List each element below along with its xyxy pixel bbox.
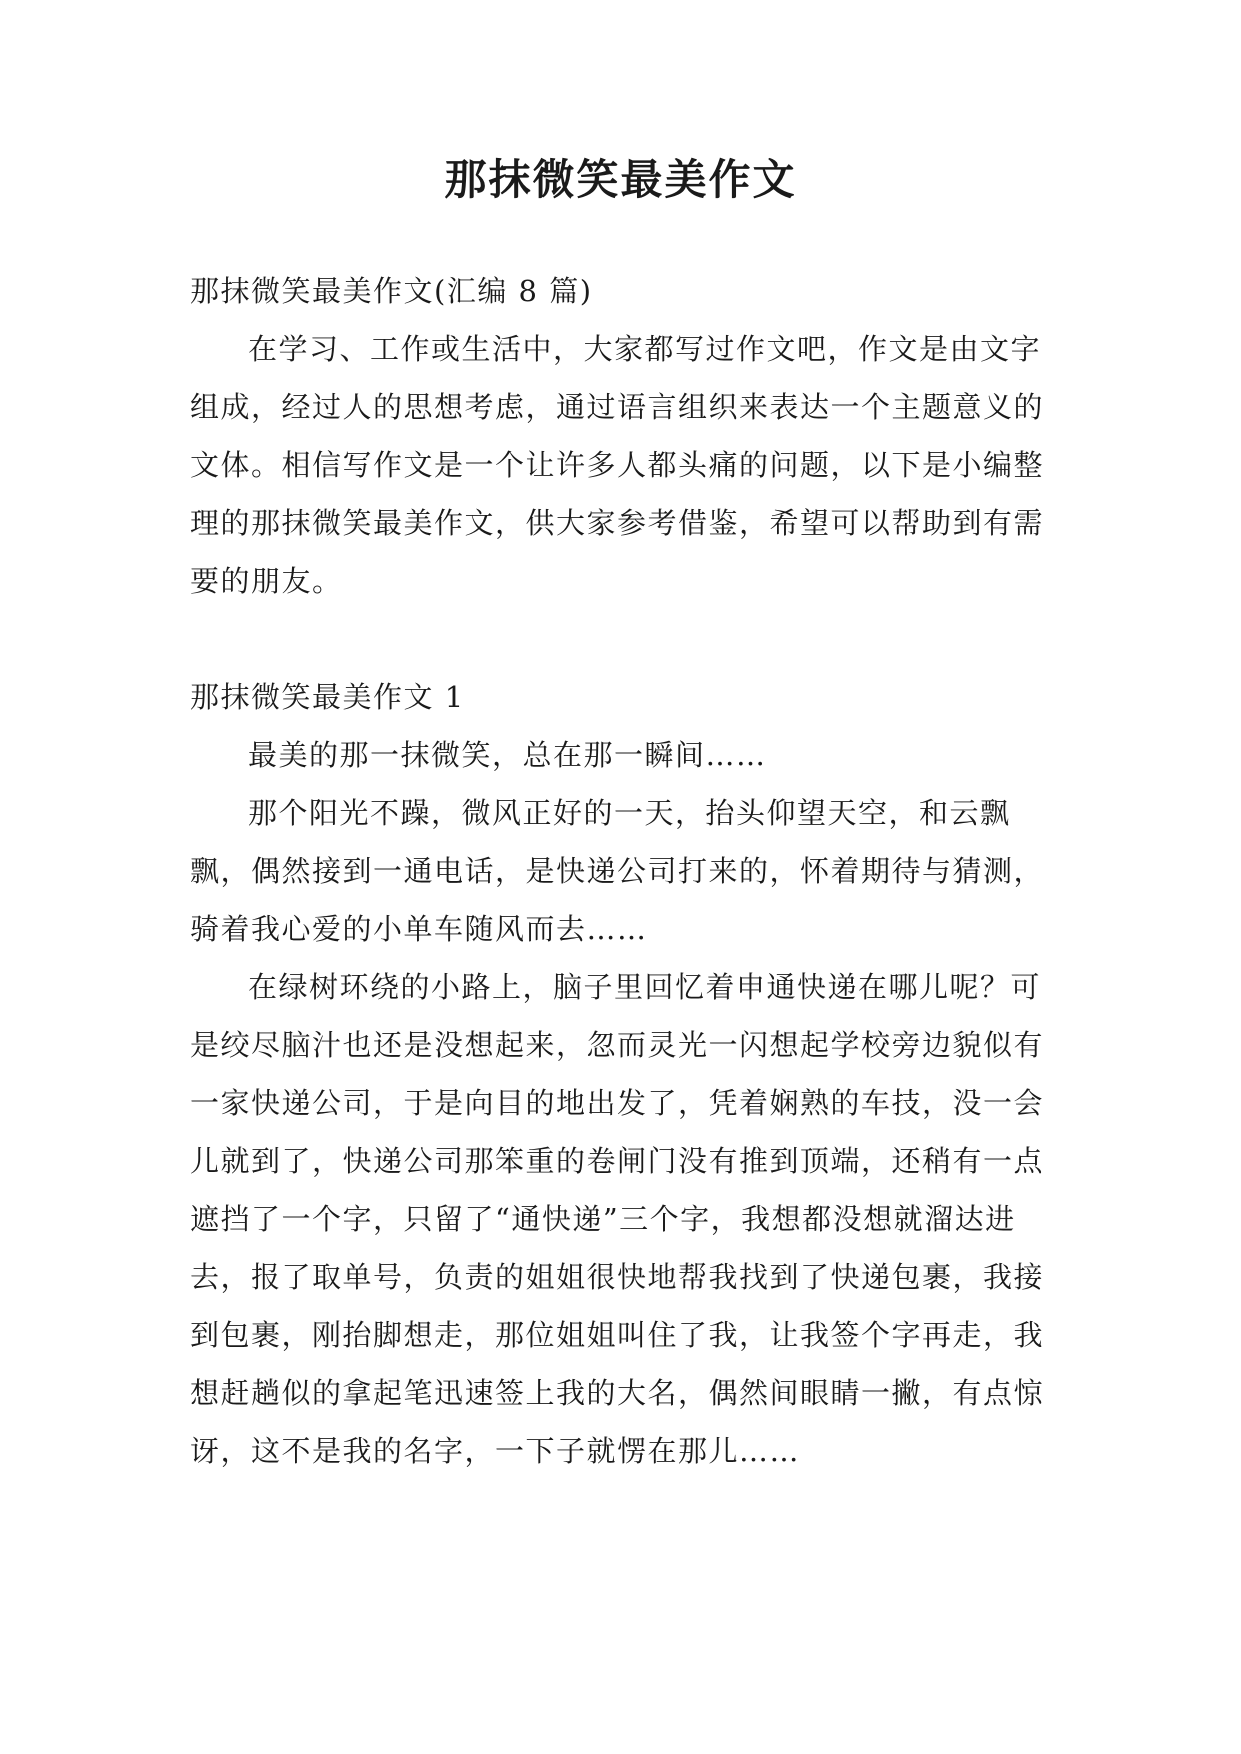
document-subtitle: 那抹微笑最美作文(汇编 8 篇): [190, 274, 593, 308]
document-title: 那抹微笑最美作文: [444, 155, 797, 204]
section-heading: 那抹微笑最美作文 1: [190, 680, 465, 714]
section-paragraph: 在绿树环绕的小路上，脑子里回忆着申通快递在哪儿呢？可是绞尽脑汁也还是没想起来，忽而灵光一闪想起学校旁边貌似有一家快递公司，于是向目的地出发了，凭着娴熟的车技，没一会儿就到了，快递公司那笨重的卷闸门没有推到顶端，还稍有一点遮挡了一个字，只留了“通快递”三个字，我想都没想就溜达进去，报了取单号，负责的姐姐很快地帮我找到了快递包裹，我接到包裹，刚抬脚想走，那位姐姐叫住了我，让我签个字再走，我想赶趟似的拿起笔迅速签上我的大名，偶然间眼睛一撇，有点惊讶，这不是我的名字，一下子就愣在那儿……: [190, 970, 1045, 1468]
intro-paragraph: 在学习、工作或生活中，大家都写过作文吧，作文是由文字组成，经过人的思想考虑，通过语言组织来表达一个主题意义的文体。相信写作文是一个让许多人都头痛的问题，以下是小编整理的那抹微笑最美作文，供大家参考借鉴，希望可以帮助到有需要的朋友。: [190, 332, 1045, 598]
section-paragraph: 那个阳光不躁，微风正好的一天，抬头仰望天空，和云飘飘，偶然接到一通电话，是快递公司打来的，怀着期待与猜测，骑着我心爱的小单车随风而去……: [190, 796, 1045, 946]
section-paragraph: 最美的那一抹微笑，总在那一瞬间……: [248, 738, 767, 772]
document-body: [190, 262, 1070, 1480]
